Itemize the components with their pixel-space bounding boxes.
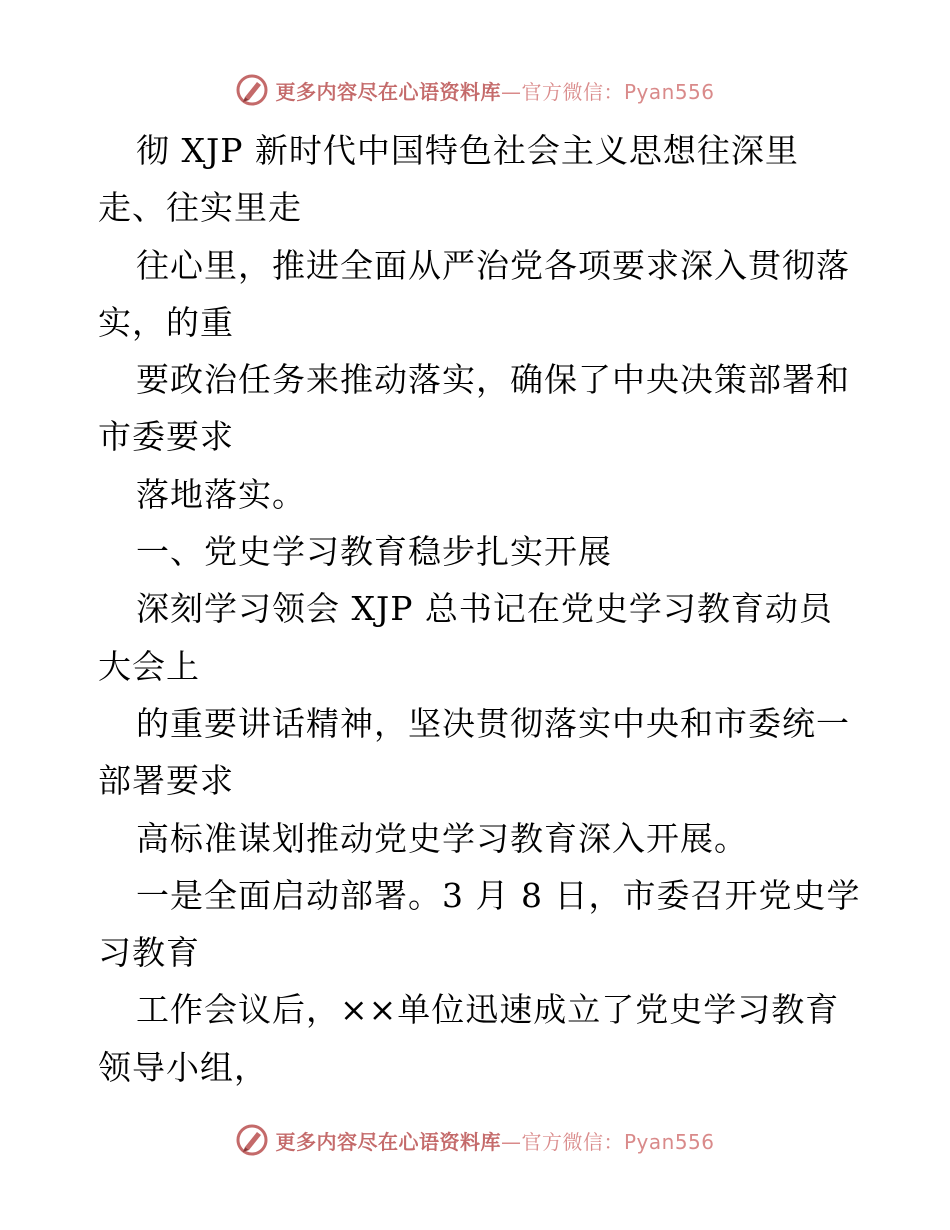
watermark-dash: — <box>500 79 522 104</box>
watermark-header <box>0 70 950 110</box>
watermark-text <box>275 1126 714 1155</box>
text-line: 工作会议后，××单位迅速成立了党史学习教育 <box>136 990 840 1030</box>
text-line: 一是全面启动部署。3 月 8 日，市委召开党史学 <box>136 875 861 915</box>
text-line: 高标准谋划推动党史学习教育深入开展。 <box>136 818 748 858</box>
document-body <box>98 122 861 1096</box>
text-line: 大会上 <box>98 646 200 686</box>
watermark-contact: 官方微信： <box>521 79 624 104</box>
text-line: 习教育 <box>98 933 200 973</box>
watermark-brand: 更多内容尽在心语资料库 <box>275 1129 501 1154</box>
watermark-brand: 更多内容尽在心语资料库 <box>275 79 501 104</box>
text-line: 要政治任务来推动落实，确保了中央决策部署和 <box>136 360 850 400</box>
text-line: 实，的重 <box>98 302 234 342</box>
watermark-footer <box>0 1120 950 1160</box>
watermark-dash: — <box>500 1129 522 1154</box>
text-line: 深刻学习领会 XJP 总书记在党史学习教育动员 <box>136 589 833 629</box>
pen-seal-icon <box>235 1123 269 1157</box>
text-line: 落地落实。 <box>136 474 306 514</box>
text-line: 往心里，推进全面从严治党各项要求深入贯彻落 <box>136 245 850 285</box>
text-line: 彻 XJP 新时代中国特色社会主义思想往深里 <box>136 131 799 170</box>
watermark-text <box>275 76 714 105</box>
section-heading: 一、党史学习教育稳步扎实开展 <box>136 532 612 572</box>
text-line: 部署要求 <box>98 761 234 801</box>
watermark-handle: Pyan556 <box>623 1129 715 1154</box>
text-line: 领导小组， <box>98 1047 268 1087</box>
pen-seal-icon <box>235 73 269 107</box>
text-line: 市委要求 <box>98 417 234 457</box>
text-line: 的重要讲话精神，坚决贯彻落实中央和市委统一 <box>136 703 850 743</box>
watermark-contact: 官方微信： <box>521 1129 624 1154</box>
text-line: 走、往实里走 <box>98 188 302 228</box>
watermark-handle: Pyan556 <box>623 79 715 104</box>
